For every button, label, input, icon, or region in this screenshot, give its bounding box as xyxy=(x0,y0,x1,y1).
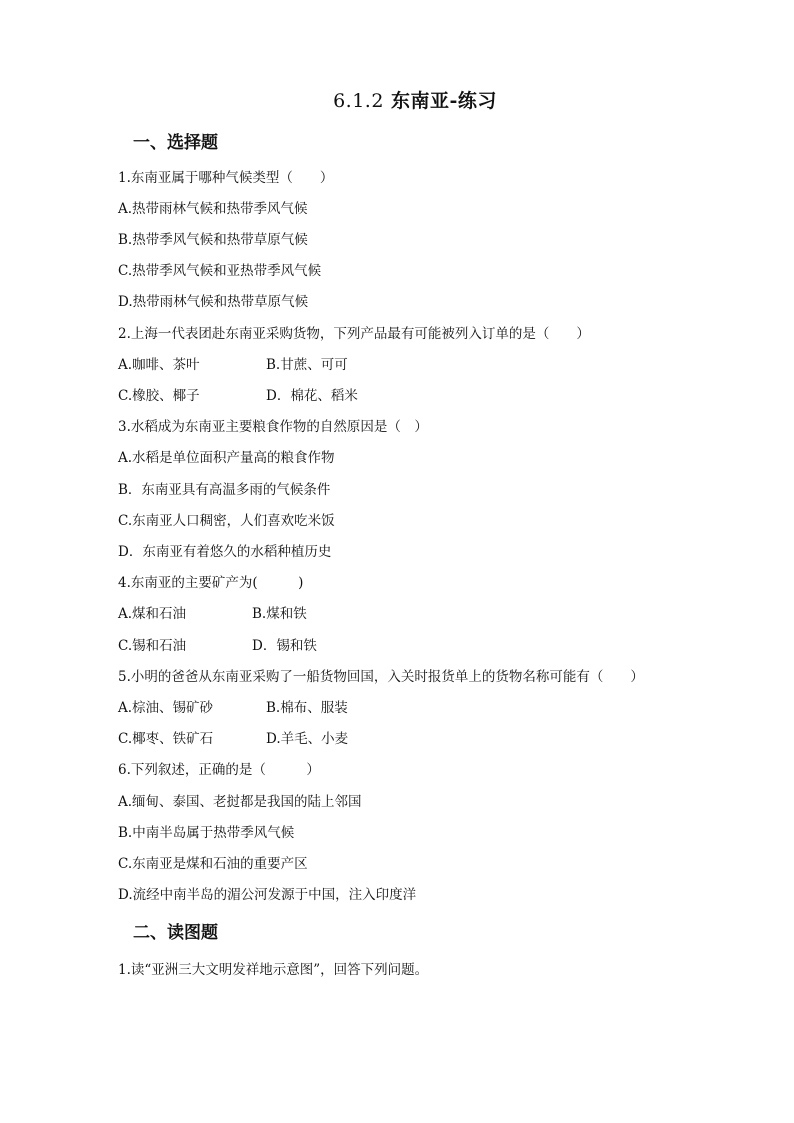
section-heading-choice: 一、选择题 xyxy=(133,133,218,153)
question-2-option-a: A.咖啡、茶叶 xyxy=(118,357,200,373)
title-text: 东南亚-练习 xyxy=(391,90,497,112)
question-1-option-c: C.热带季风气候和亚热带季风气候 xyxy=(118,263,322,279)
question-2-option-d: D．棉花、稻米 xyxy=(266,388,358,404)
question-3-option-d: D．东南亚有着悠久的水稻种植历史 xyxy=(118,544,332,560)
question-6-option-d: D.流经中南半岛的湄公河发源于中国，注入印度洋 xyxy=(118,887,417,903)
question-5-option-a: A.棕油、锡矿砂 xyxy=(118,700,214,716)
question-3-option-a: A.水稻是单位面积产量高的粮食作物 xyxy=(118,450,335,466)
question-5-option-d: D.羊毛、小麦 xyxy=(266,731,349,747)
question-5-stem: 5.小明的爸爸从东南亚采购了一船货物回国，入关时报货单上的货物名称可能有（ ） xyxy=(118,669,644,685)
reading-question-1-stem: 1.读“亚洲三大文明发祥地示意图”，回答下列问题。 xyxy=(118,962,429,978)
question-4-option-a: A.煤和石油 xyxy=(118,606,187,622)
question-2-option-b: B.甘蔗、可可 xyxy=(266,357,348,373)
question-2-stem: 2.上海一代表团赴东南亚采购货物，下列产品最有可能被列入订单的是（ ） xyxy=(118,326,590,342)
question-3-option-c: C.东南亚人口稠密，人们喜欢吃米饭 xyxy=(118,513,335,529)
question-4-option-c: C.锡和石油 xyxy=(118,638,187,654)
question-5-option-b: B.棉布、服装 xyxy=(266,700,348,716)
question-5-option-c: C.椰枣、铁矿石 xyxy=(118,731,214,747)
title-number: 6.1.2 xyxy=(333,90,384,112)
question-1-option-b: B.热带季风气候和热带草原气候 xyxy=(118,232,308,248)
question-4-stem: 4.东南亚的主要矿产为( ) xyxy=(118,575,304,591)
section-heading-map-reading: 二、读图题 xyxy=(133,923,218,943)
question-4-option-b: B.煤和铁 xyxy=(252,606,307,622)
question-3-option-b: B．东南亚具有高温多雨的气候条件 xyxy=(118,482,331,498)
question-1-stem: 1.东南亚属于哪种气候类型（ ） xyxy=(118,170,334,186)
question-4-option-d: D．锡和铁 xyxy=(252,638,317,654)
question-2-option-c: C.橡胶、椰子 xyxy=(118,388,200,404)
question-6-stem: 6.下列叙述，正确的是（ ） xyxy=(118,762,320,778)
question-6-option-a: A.缅甸、泰国、老挝都是我国的陆上邻国 xyxy=(118,794,362,810)
question-6-option-b: B.中南半岛属于热带季风气候 xyxy=(118,825,295,841)
document-title xyxy=(0,86,794,113)
question-6-option-c: C.东南亚是煤和石油的重要产区 xyxy=(118,856,308,872)
question-1-option-d: D.热带雨林气候和热带草原气候 xyxy=(118,294,309,310)
question-1-option-a: A.热带雨林气候和热带季风气候 xyxy=(118,201,308,217)
question-3-stem: 3.水稻成为东南亚主要粮食作物的自然原因是（ ） xyxy=(118,419,428,435)
